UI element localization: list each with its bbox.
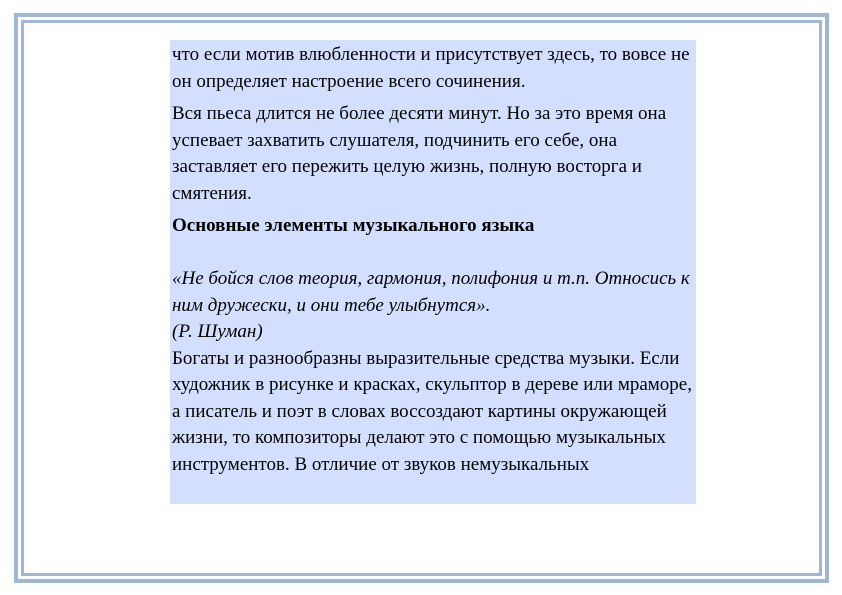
quote-author: (Р. Шуман) xyxy=(172,321,263,342)
section-heading: Основные элементы музыкального языка xyxy=(172,215,535,236)
slide-text-block xyxy=(170,40,696,504)
paragraph-2: Вся пьеса длится не более десяти минут. Но за это время она успевает захватить слушателя, подчинить его себе, она заставляет его пережить целую жизнь, полную восторга и смятения. xyxy=(172,103,667,204)
epigraph-quote xyxy=(172,266,692,346)
quote-text: «Не бойся слов теория, гармония, полифония и т.п. Относись к ним дружески, и они тебе улыбнутся». xyxy=(172,268,690,316)
paragraph-1: что если мотив влюбленности и присутствует здесь, то вовсе не он определяет настроение всего сочинения. xyxy=(172,44,690,92)
blank-line xyxy=(172,240,692,267)
paragraph-3: Богаты и разнообразны выразительные средства музыки. Если художник в рисунке и красках, скульптор в дереве или мраморе, а писатель и поэт в словах воссоздают картины окружающей жизни, то композиторы делают это с помощью музыкальных инструментов. В отличие от звуков немузыкальных xyxy=(172,347,692,475)
